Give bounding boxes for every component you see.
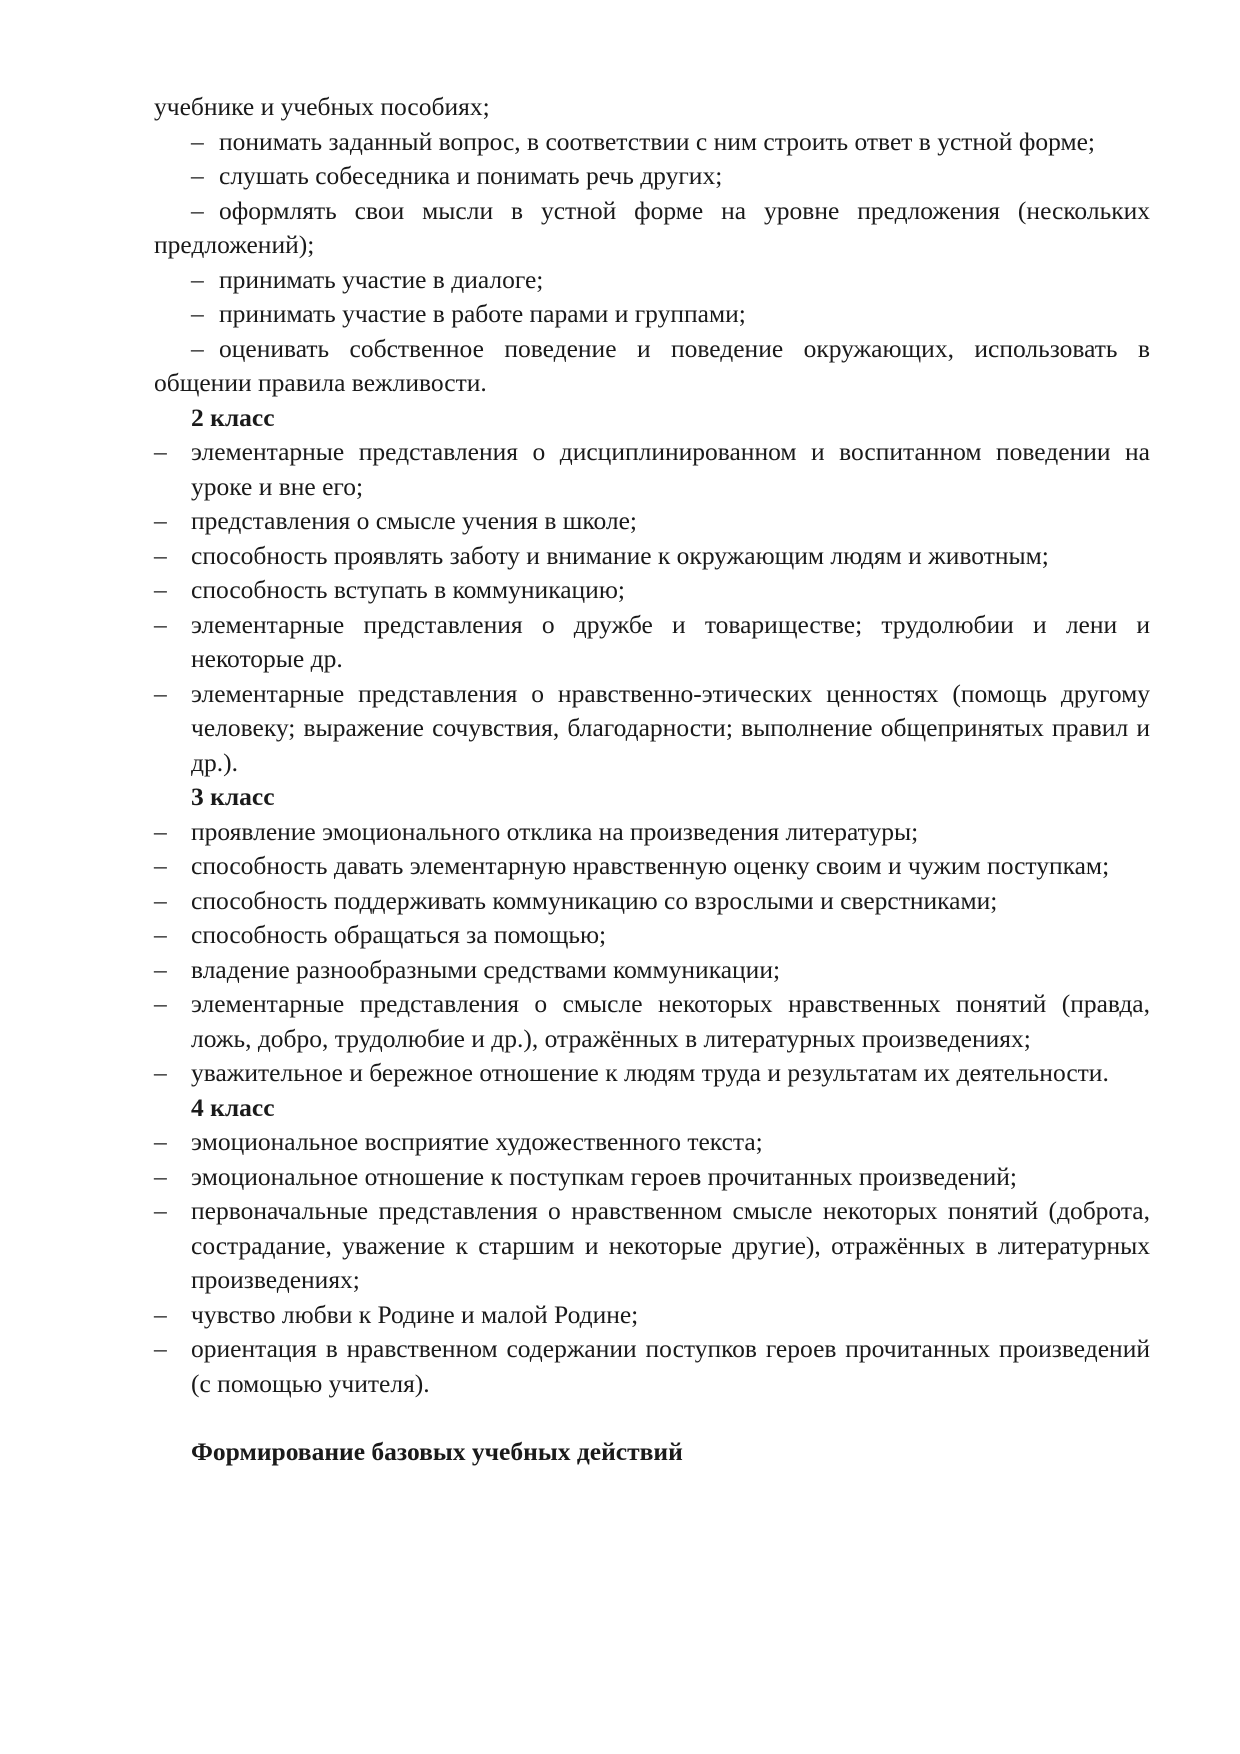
intro-item: – слушать собеседника и понимать речь других;: [154, 159, 1150, 194]
dash-mark: –: [154, 1334, 167, 1363]
dash-mark: –: [154, 954, 167, 984]
list-item: – способность обращаться за помощью;: [154, 918, 1150, 953]
list-item: – представления о смысле учения в школе;: [154, 504, 1150, 539]
dash-mark: –: [154, 575, 167, 604]
list-item: – владение разнообразными средствами коммуникации;: [154, 953, 1150, 988]
intro-item: – оценивать собственное поведение и поведение окружающих, использовать в общении правила вежливости.: [154, 333, 1150, 397]
intro-item: – принимать участие в диалоге;: [154, 263, 1150, 298]
list-item: – способность давать элементарную нравственную оценку своим и чужим поступкам;: [154, 849, 1150, 884]
list-item: – элементарные представления о смысле некоторых нравственных понятий (правда, ложь, добро, трудолюбие и др.), отражённых в литературных произведениях;: [154, 989, 1150, 1053]
list-item: – уважительное и бережное отношение к людям труда и результатам их деятельности.: [154, 1056, 1150, 1091]
grade-4-heading: 4 класс: [191, 1092, 275, 1122]
list-item: – чувство любви к Родине и малой Родине;: [154, 1298, 1150, 1333]
list-item: – способность вступать в коммуникацию;: [154, 573, 1150, 608]
grade-3-heading: 3 класс: [191, 782, 275, 811]
dash-mark: –: [154, 1299, 167, 1329]
list-item: – проявление эмоционального отклика на произведения литературы;: [154, 815, 1150, 850]
document-page: [154, 90, 1150, 1470]
dash-mark: –: [191, 264, 204, 294]
list-item: – первоначальные представления о нравственном смысле некоторых понятий (доброта, сострадание, уважение к старшим и некоторые другие), отражённых в литературных произведениях;: [154, 1196, 1150, 1294]
dash-mark: –: [154, 816, 167, 846]
intro-item: – оформлять свои мысли в устной форме на уровне предложения (нескольких предложений);: [154, 195, 1150, 259]
continuation-text: учебнике и учебных пособиях;: [154, 92, 490, 121]
intro-item: – принимать участие в работе парами и группами;: [154, 297, 1150, 332]
spacer: [154, 1401, 1150, 1435]
list-item: – ориентация в нравственном содержании поступков героев прочитанных произведений (с помощью учителя).: [154, 1334, 1150, 1398]
grade-2-heading: 2 класс: [191, 402, 275, 432]
list-item: – элементарные представления о нравственно-этических ценностях (помощь другому человеку; выражение сочувствия, благодарности; выполнение общепринятых правил и др.).: [154, 678, 1150, 777]
list-item: – элементарные представления о дружбе и товариществе; трудолюбии и лени и некоторые др.: [154, 609, 1150, 673]
grade-2-list: [154, 435, 1150, 780]
grade-3-list: [154, 815, 1150, 1091]
dash-mark: –: [154, 1127, 167, 1156]
list-item: – способность проявлять заботу и внимание к окружающим людям и животным;: [154, 539, 1150, 574]
dash-mark: –: [154, 1058, 167, 1087]
list-item: – эмоциональное отношение к поступкам героев прочитанных произведений;: [154, 1160, 1150, 1195]
list-item: – способность поддерживать коммуникацию со взрослыми и сверстниками;: [154, 884, 1150, 919]
list-item: – эмоциональное восприятие художественного текста;: [154, 1125, 1150, 1160]
dash-mark: –: [154, 1161, 167, 1191]
dash-mark: –: [154, 1196, 167, 1225]
dash-mark: –: [154, 437, 167, 466]
dash-mark: –: [191, 299, 204, 328]
dash-mark: –: [154, 851, 167, 880]
dash-mark: –: [191, 161, 204, 190]
intro-list: [154, 125, 1150, 401]
list-item: – элементарные представления о дисциплинированном и воспитанном поведении на уроке и вне его;: [154, 437, 1150, 501]
dash-mark: –: [154, 989, 167, 1018]
dash-mark: –: [191, 333, 204, 363]
dash-mark: –: [191, 126, 204, 156]
section-title: Формирование базовых учебных действий: [191, 1437, 683, 1466]
grade-4-list: [154, 1125, 1150, 1401]
dash-mark: –: [154, 540, 167, 570]
dash-mark: –: [154, 506, 167, 535]
dash-mark: –: [191, 195, 204, 225]
intro-item: – понимать заданный вопрос, в соответствии с ним строить ответ в устной форме;: [154, 125, 1150, 160]
dash-mark: –: [154, 609, 167, 639]
dash-mark: –: [154, 920, 167, 949]
dash-mark: –: [154, 885, 167, 915]
dash-mark: –: [154, 678, 167, 708]
